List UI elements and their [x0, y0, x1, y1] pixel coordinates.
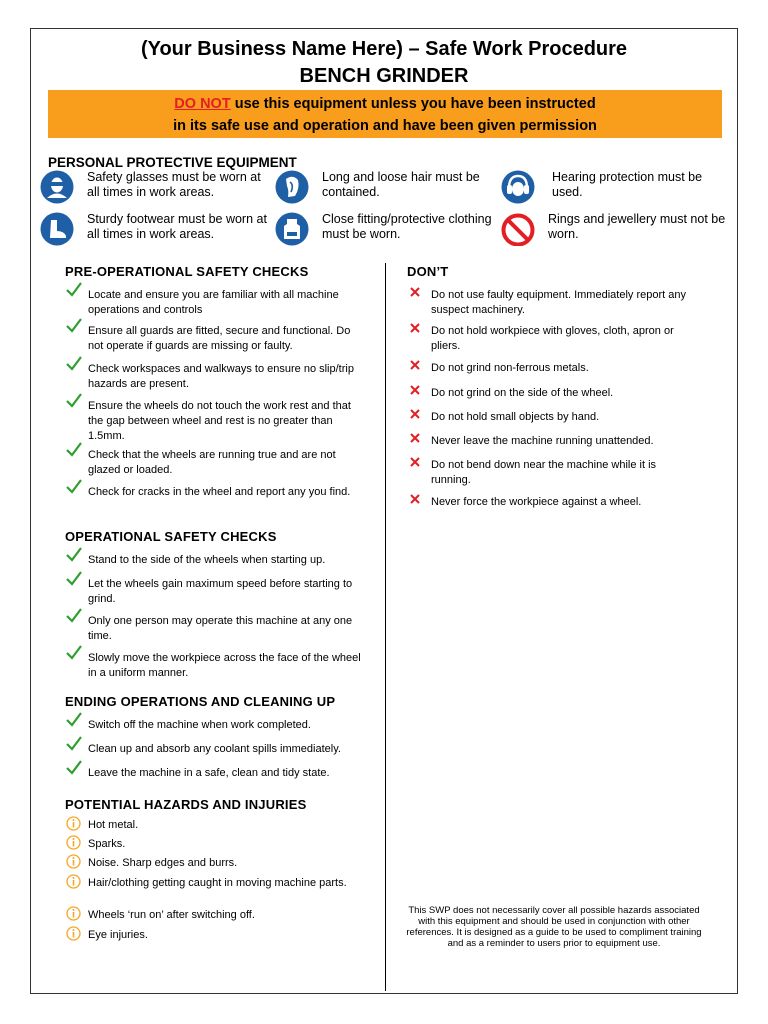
- check-icon: [66, 570, 82, 586]
- ending-heading: ENDING OPERATIONS AND CLEANING UP: [65, 694, 336, 709]
- ppe-item-hearing-protection: [501, 170, 731, 210]
- warning-banner: [48, 90, 722, 138]
- ppe-text: Sturdy footwear must be worn at all times in work areas.: [87, 212, 267, 241]
- info-icon: [66, 926, 81, 941]
- pre-operational-heading: PRE-OPERATIONAL SAFETY CHECKS: [65, 264, 309, 279]
- cross-icon: [410, 360, 420, 370]
- dont-heading: DON’T: [407, 264, 449, 279]
- check-icon: [66, 355, 82, 371]
- cross-icon: [410, 457, 420, 467]
- operational-heading: OPERATIONAL SAFETY CHECKS: [65, 529, 277, 544]
- list-item: Sparks.: [88, 838, 126, 850]
- list-item: Never force the workpiece against a wheel.: [431, 496, 642, 508]
- list-item: Never leave the machine running unattended.: [431, 435, 654, 447]
- list-item: Check for cracks in the wheel and report any you find.: [88, 486, 351, 498]
- info-icon: [66, 835, 81, 850]
- ppe-item-long-hair: [275, 170, 505, 210]
- list-item: Eye injuries.: [88, 929, 148, 941]
- check-icon: [66, 607, 82, 623]
- page-title: (Your Business Name Here) – Safe Work Procedure: [140, 38, 628, 60]
- check-icon: [66, 711, 82, 727]
- list-item: Check that the wheels are running true and are not glazed or loaded.: [88, 449, 336, 476]
- ppe-item-safety-glasses: [40, 170, 270, 210]
- list-item: Locate and ensure you are familiar with all machine operations and controls: [88, 289, 339, 316]
- list-item: Hot metal.: [88, 819, 139, 831]
- cross-icon: [410, 287, 420, 297]
- info-icon: [66, 874, 81, 889]
- ppe-text: Hearing protection must be used.: [552, 170, 703, 199]
- equipment-title: BENCH GRINDER: [299, 65, 469, 87]
- check-icon: [66, 546, 82, 562]
- check-icon: [66, 644, 82, 660]
- list-item: Switch off the machine when work completed.: [88, 719, 311, 731]
- cross-icon: [410, 494, 420, 504]
- cross-icon: [410, 433, 420, 443]
- banner-line2: in its safe use and operation and have been given permission: [173, 118, 597, 134]
- list-item: Ensure the wheels do not touch the work rest and that the gap between wheel and rest is no greater than 1.5mm.: [88, 400, 351, 442]
- list-item: Only one person may operate this machine at any one time.: [88, 615, 353, 642]
- list-item: Check workspaces and walkways to ensure no slip/trip hazards are present.: [88, 363, 354, 390]
- cross-icon: [410, 323, 420, 333]
- check-icon: [66, 735, 82, 751]
- ppe-item-no-jewellery: [501, 212, 731, 252]
- list-item: Let the wheels gain maximum speed before starting to grind.: [88, 578, 353, 605]
- list-item: Hair/clothing getting caught in moving machine parts.: [88, 877, 347, 889]
- safety-footwear-icon: [40, 212, 74, 246]
- list-item: Stand to the side of the wheels when starting up.: [88, 554, 326, 566]
- cross-icon: [410, 409, 420, 419]
- ppe-item-footwear: [40, 212, 270, 252]
- banner-line1: use this equipment unless you have been instructed: [230, 96, 596, 112]
- list-item: Do not use faulty equipment. Immediately report any suspect machinery.: [431, 289, 686, 316]
- no-jewellery-icon: [501, 212, 535, 246]
- check-icon: [66, 392, 82, 408]
- list-item: Ensure all guards are fitted, secure and functional. Do not operate if guards are missing or faulty.: [88, 325, 351, 352]
- ppe-text: Close fitting/protective clothing must be worn.: [322, 212, 492, 241]
- info-icon: [66, 816, 81, 831]
- hazards-heading: POTENTIAL HAZARDS AND INJURIES: [65, 797, 307, 812]
- list-item: Slowly move the workpiece across the face of the wheel in a uniform manner.: [88, 652, 361, 679]
- long-hair-icon: [275, 170, 309, 204]
- check-icon: [66, 759, 82, 775]
- list-item: Do not hold small objects by hand.: [431, 411, 600, 423]
- check-icon: [66, 317, 82, 333]
- ppe-text: Long and loose hair must be contained.: [322, 170, 480, 199]
- list-item: Do not bend down near the machine while it is running.: [431, 459, 657, 486]
- list-item: Do not grind non-ferrous metals.: [431, 362, 589, 374]
- ppe-item-protective-clothing: [275, 212, 505, 252]
- list-item: Wheels ‘run on’ after switching off.: [88, 909, 255, 921]
- check-icon: [66, 478, 82, 494]
- cross-icon: [410, 385, 420, 395]
- safety-glasses-icon: [40, 170, 74, 204]
- list-item: Do not hold workpiece with gloves, cloth, apron or pliers.: [431, 325, 674, 352]
- do-not-label: DO NOT: [174, 96, 231, 112]
- ppe-text: Rings and jewellery must not be worn.: [548, 212, 726, 241]
- info-icon: [66, 854, 81, 869]
- list-item: Do not grind on the side of the wheel.: [431, 387, 614, 399]
- check-icon: [66, 281, 82, 297]
- list-item: Leave the machine in a safe, clean and tidy state.: [88, 767, 330, 779]
- ppe-heading: PERSONAL PROTECTIVE EQUIPMENT: [48, 155, 297, 170]
- ppe-text: Safety glasses must be worn at all times in work areas.: [87, 170, 261, 199]
- check-icon: [66, 441, 82, 457]
- protective-clothing-icon: [275, 212, 309, 246]
- list-item: Noise. Sharp edges and burrs.: [88, 857, 238, 869]
- list-item: Clean up and absorb any coolant spills immediately.: [88, 743, 341, 755]
- info-icon: [66, 906, 81, 921]
- column-divider: [385, 263, 386, 991]
- hearing-protection-icon: [501, 170, 535, 204]
- disclaimer-note: This SWP does not necessarily cover all possible hazards associated with this equipment and should be used in conjunction with other references. It is designed as a guide to be used to compliment training and as a reminder to users prior to equipment use.: [406, 905, 702, 949]
